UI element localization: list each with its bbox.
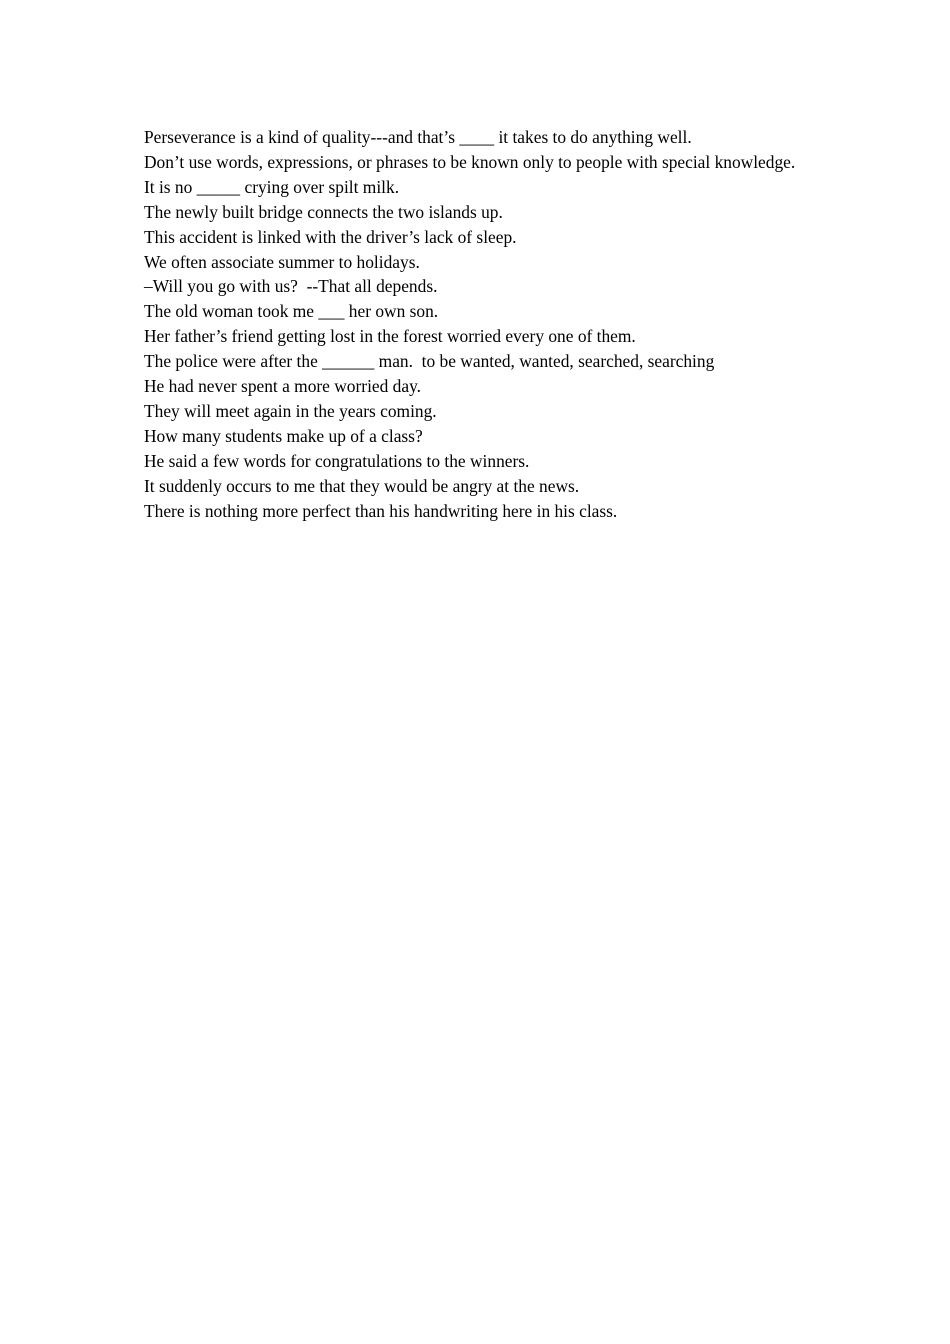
sentence-line: They will meet again in the years coming. bbox=[144, 400, 437, 421]
sentence-line: Perseverance is a kind of quality---and that’s ____ it takes to do anything well. bbox=[144, 127, 692, 147]
sentence-line: This accident is linked with the driver’s lack of sleep. bbox=[144, 226, 517, 247]
sentence-line: Don’t use words, expressions, or phrases to be known only to people with special knowledge. bbox=[144, 151, 796, 172]
sentence-line: It suddenly occurs to me that they would be angry at the news. bbox=[144, 475, 580, 496]
sentence-line: The police were after the ______ man. to be wanted, wanted, searched, searching bbox=[144, 351, 715, 372]
sentence-line: –Will you go with us? --That all depends. bbox=[144, 276, 438, 297]
sentence-line: We often associate summer to holidays. bbox=[144, 251, 420, 272]
sentence-line: How many students make up of a class? bbox=[144, 425, 423, 446]
sentence-line: The newly built bridge connects the two islands up. bbox=[144, 201, 503, 222]
sentence-line: The old woman took me ___ her own son. bbox=[144, 301, 439, 322]
sentence-line: It is no _____ crying over spilt milk. bbox=[144, 176, 400, 197]
sentence-line: Her father’s friend getting lost in the forest worried every one of them. bbox=[144, 326, 636, 347]
sentence-line: He said a few words for congratulations to the winners. bbox=[144, 450, 530, 471]
sentence-line: There is nothing more perfect than his handwriting here in his class. bbox=[144, 500, 618, 521]
document-body bbox=[144, 125, 806, 524]
sentence-line: He had never spent a more worried day. bbox=[144, 376, 422, 397]
